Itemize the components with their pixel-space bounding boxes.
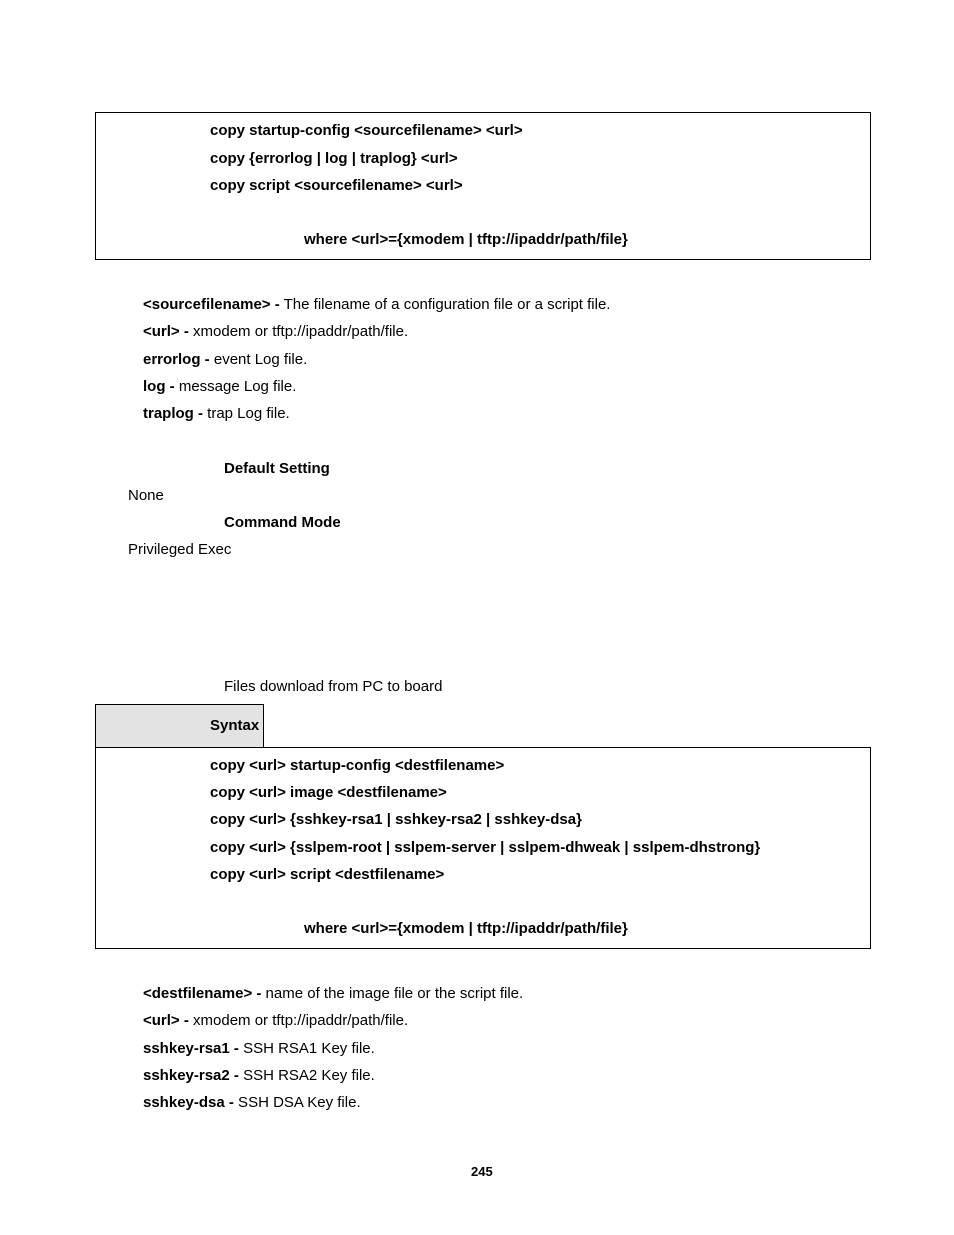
syntax-where-line: where <url>={xmodem | tftp://ipaddr/path/file} — [304, 231, 628, 248]
param-desc: xmodem or tftp://ipaddr/path/file. — [188, 1012, 409, 1029]
param-term: sshkey-dsa - — [143, 1094, 234, 1111]
syntax-line: copy <url> image <destfilename> — [210, 784, 447, 801]
param-item — [143, 1040, 375, 1057]
param-term: <sourcefilename> - — [143, 296, 280, 313]
param-item — [143, 405, 290, 422]
syntax-line: copy startup-config <sourcefilename> <url> — [210, 122, 523, 139]
param-item — [143, 1067, 375, 1084]
syntax-where-line: where <url>={xmodem | tftp://ipaddr/path/file} — [304, 920, 628, 937]
default-setting-value: None — [128, 487, 164, 504]
param-desc: message Log file. — [174, 378, 297, 395]
param-term: traplog - — [143, 405, 203, 422]
syntax-line: copy <url> {sslpem-root | sslpem-server | sslpem-dhweak | sslpem-dhstrong} — [210, 839, 761, 856]
param-item — [143, 351, 307, 368]
param-term: errorlog - — [143, 351, 210, 368]
command-mode-value: Privileged Exec — [128, 541, 232, 558]
param-item — [143, 985, 523, 1002]
param-desc: name of the image file or the script file. — [261, 985, 524, 1002]
param-desc: SSH RSA2 Key file. — [238, 1067, 375, 1084]
param-desc: The filename of a configuration file or a script file. — [279, 296, 611, 313]
param-desc: trap Log file. — [203, 405, 290, 422]
param-term: <destfilename> - — [143, 985, 262, 1002]
syntax-label: Syntax — [210, 717, 260, 734]
param-term: <url> - — [143, 323, 189, 340]
param-item — [143, 1012, 408, 1029]
page-number: 245 — [471, 1164, 493, 1179]
syntax-line: copy script <sourcefilename> <url> — [210, 177, 463, 194]
param-term: log - — [143, 378, 175, 395]
param-term: <url> - — [143, 1012, 189, 1029]
syntax-line: copy <url> startup-config <destfilename> — [210, 757, 505, 774]
section-title: Files download from PC to board — [224, 678, 443, 695]
syntax-line: copy <url> script <destfilename> — [210, 866, 445, 883]
param-term: sshkey-rsa2 - — [143, 1067, 239, 1084]
param-desc: SSH DSA Key file. — [233, 1094, 361, 1111]
default-setting-heading: Default Setting — [224, 460, 330, 477]
param-desc: event Log file. — [209, 351, 308, 368]
param-desc: xmodem or tftp://ipaddr/path/file. — [188, 323, 409, 340]
command-mode-heading: Command Mode — [224, 514, 341, 531]
param-term: sshkey-rsa1 - — [143, 1040, 239, 1057]
param-desc: SSH RSA1 Key file. — [238, 1040, 375, 1057]
param-item — [143, 378, 296, 395]
param-item — [143, 323, 408, 340]
syntax-line: copy <url> {sshkey-rsa1 | sshkey-rsa2 | sshkey-dsa} — [210, 811, 582, 828]
param-item — [143, 1094, 361, 1111]
syntax-line: copy {errorlog | log | traplog} <url> — [210, 150, 458, 167]
param-item — [143, 296, 610, 313]
